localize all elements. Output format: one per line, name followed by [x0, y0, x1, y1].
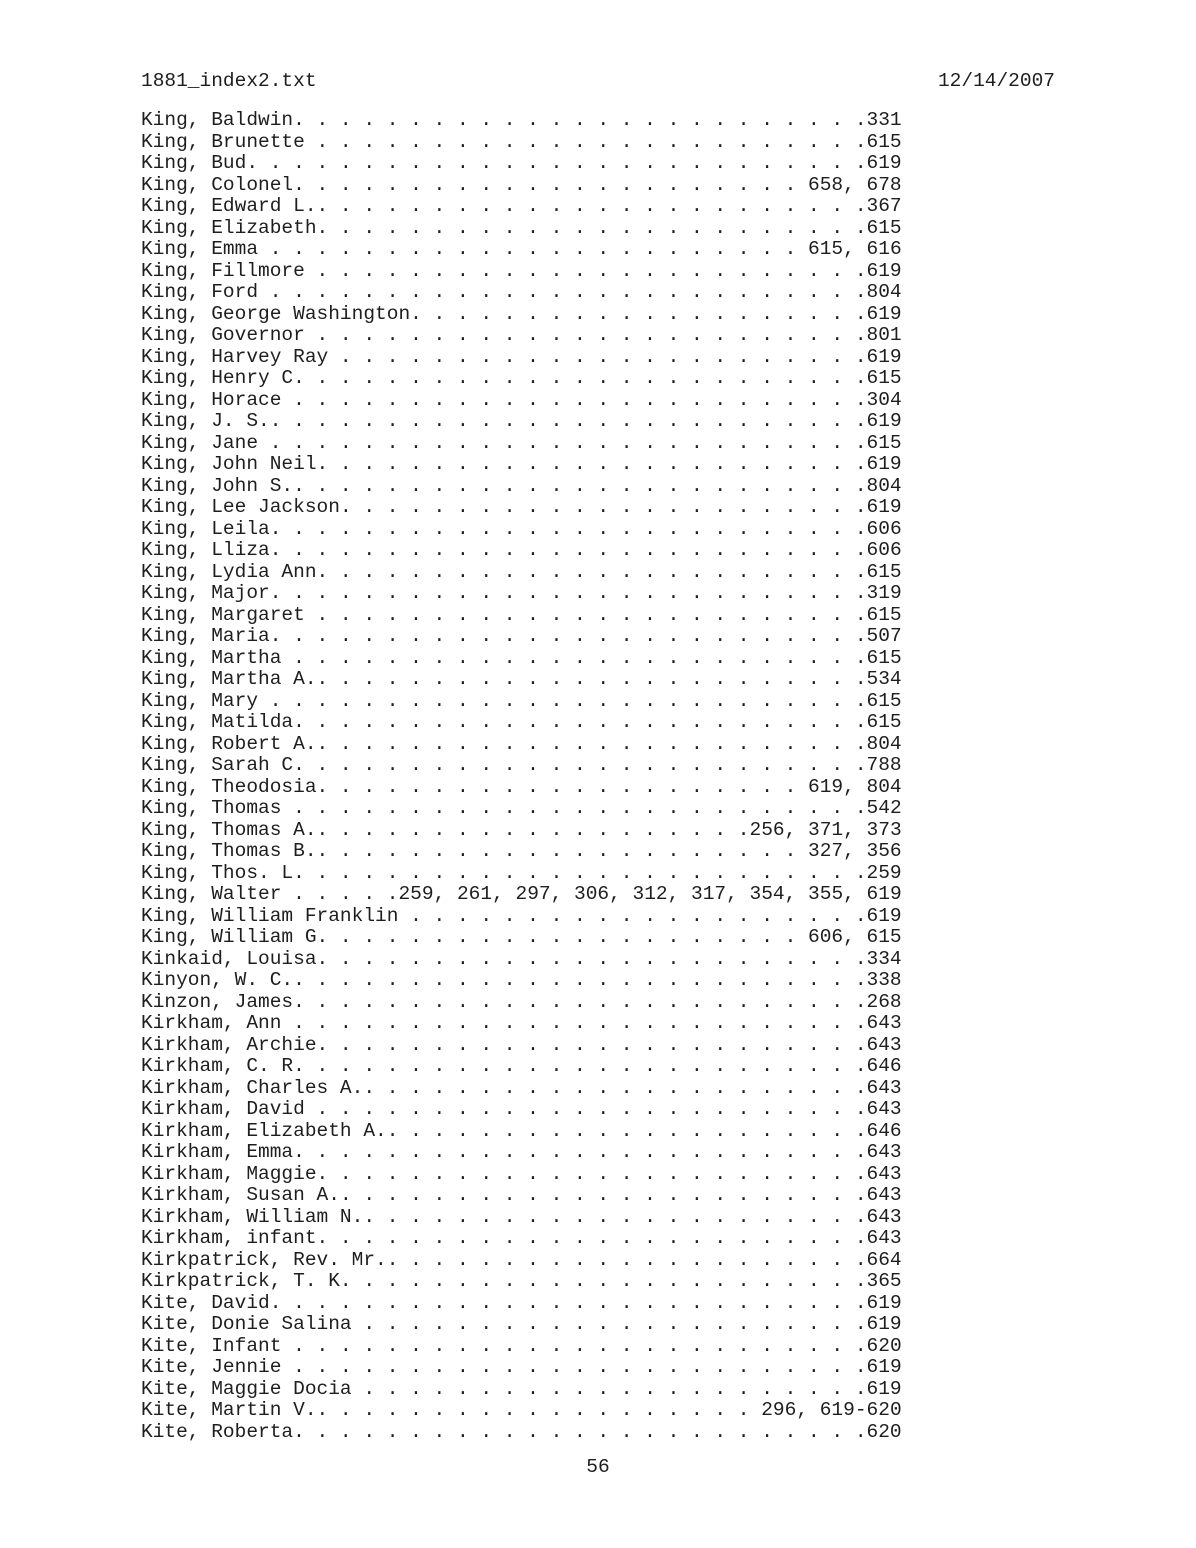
index-entry: [141, 970, 902, 992]
entry-name: King, Mary: [141, 689, 259, 712]
entry-pages: 542: [866, 797, 902, 819]
entry-pages: 256, 371, 373: [749, 818, 902, 841]
entry-pages: 658, 678: [808, 173, 902, 196]
dot-leader: . . . . . . . . . . . . . . . . . . . . . . . .: [316, 1162, 867, 1185]
entry-pages: 367: [866, 195, 902, 217]
entry-name: King, J. S.: [141, 410, 270, 432]
dot-leader: . . . . . . . . . . . . . . . . . . . . . .: [293, 173, 809, 196]
index-entry: [141, 1185, 902, 1207]
dot-leader: . . . . .: [281, 883, 399, 905]
index-entry: [141, 153, 902, 175]
entry-name: King, Elizabeth: [141, 216, 317, 239]
entry-name: Kirkham, Susan A.: [141, 1184, 340, 1206]
dot-leader: . . . . . . . . . . . . . . . . . . . . . .: [363, 1205, 867, 1228]
index-entry: [141, 712, 902, 734]
dot-leader: . . . . . . . . . . . . . . . . . . . . . . . .: [304, 259, 867, 282]
page-number: 56: [586, 1456, 610, 1478]
entry-name: Kinyon, W. C.: [141, 969, 294, 991]
dot-leader: . . . . . . . . . . . . . . . . . . . . . . .: [339, 496, 867, 518]
index-entry: [141, 196, 902, 218]
dot-leader: . . . . . . . . . . . . . . . . . . . . . . . . . .: [269, 1291, 867, 1314]
entry-name: King, Jane: [141, 431, 259, 454]
entry-pages: 619: [866, 345, 902, 368]
entry-pages: 259: [866, 861, 902, 884]
dot-leader: . . . . . . . . . . . . . . . . . . . . . . .: [328, 345, 867, 368]
index-entry: [141, 562, 902, 584]
entry-name: Kite, Infant: [141, 1334, 282, 1357]
entry-name: King, Henry C.: [141, 367, 305, 389]
entry-pages: 615: [866, 431, 902, 454]
dot-leader: . . . . . . . . . . . . . . . . . . . . . . . . . .: [269, 539, 867, 561]
dot-leader: . . . . . . . . . . . . . . . . . . . . . . . . . .: [258, 281, 867, 303]
dot-leader: . . . . . . . . . . . . . . . . . . . . . . . .: [304, 130, 867, 153]
index-entry: [141, 411, 902, 433]
entry-pages: 643: [866, 1098, 902, 1120]
entry-pages: 643: [866, 1141, 902, 1163]
entry-pages: 304: [866, 388, 902, 411]
dot-leader: . . . . . . . . . . . . . . . . . . . .: [328, 926, 809, 948]
dot-leader: . . . . . . . . . . . . . . . . . . . . . . .: [339, 1184, 867, 1206]
entry-pages: 619: [866, 1356, 902, 1378]
dot-leader: . . . . . . . . . . . . . . . . . . . . . . . .: [316, 947, 867, 970]
entry-name: King, Thomas: [141, 797, 282, 819]
entry-pages: 615: [866, 711, 902, 733]
index-entry: [141, 1314, 902, 1336]
index-entry: [141, 863, 902, 885]
index-entry: [141, 1336, 902, 1358]
index-entry: [141, 261, 902, 283]
dot-leader: . . . . . . . . . . . . . . . . . . . . . . . .: [304, 1098, 867, 1120]
index-entry: [141, 798, 902, 820]
dot-leader: . . . . . . . . . . . . . . . . . . . . . . . .: [316, 732, 867, 755]
entry-pages: 338: [866, 969, 902, 991]
entry-name: King, Ford: [141, 281, 259, 303]
dot-leader: . . . . . . . . . . . . . . . . . . . . . . . . .: [293, 1141, 867, 1163]
entry-pages: 643: [866, 1184, 902, 1206]
dot-leader: . . . . . . . . . . . . . . . . . . . . . . . . . .: [269, 410, 867, 432]
index-entry: [141, 1078, 902, 1100]
entry-pages: 664: [866, 1248, 902, 1271]
dot-leader: . . . . . . . . . . . . . . . . . . . . . . . .: [316, 195, 867, 217]
entry-name: King, Lydia Ann: [141, 560, 317, 583]
index-entry: [141, 347, 902, 369]
index-entry: [141, 1035, 902, 1057]
index-entry: [141, 1400, 902, 1422]
entry-name: King, Edward L.: [141, 195, 317, 217]
index-entry: [141, 583, 902, 605]
dot-leader: . . . . . . . . . . . . . . . . . . . . . . . . .: [281, 1012, 867, 1034]
index-entry: [141, 476, 902, 498]
entry-pages: 804: [866, 474, 902, 497]
entry-pages: 615: [866, 367, 902, 389]
entry-pages: 331: [866, 109, 902, 131]
dot-leader: . . . . . . . . . . . . . . . . . . . . . . .: [258, 238, 809, 260]
dot-leader: . . . . . . . . . . . . . . . . . . . . . . . . .: [293, 969, 867, 991]
entry-pages: 606: [866, 517, 902, 540]
entry-pages: 619: [866, 410, 902, 432]
entry-name: Kirkham, David: [141, 1098, 305, 1120]
index-entry: [141, 390, 902, 412]
entry-pages: 646: [866, 1119, 902, 1142]
dot-leader: . . . . . . . . . . . . . . . . . . . . . . . .: [316, 1033, 867, 1056]
index-entry: [141, 175, 902, 197]
index-entry: [141, 1250, 902, 1272]
entry-pages: 643: [866, 1162, 902, 1185]
index-entry: [141, 454, 902, 476]
entry-name: King, John Neil: [141, 453, 317, 475]
entry-pages: 620: [866, 1420, 902, 1443]
entry-pages: 646: [866, 1055, 902, 1077]
index-entry: [141, 1228, 902, 1250]
index-entry: [141, 1207, 902, 1229]
dot-leader: . . . . . . . . . . . . . . . . . . . . . . . .: [316, 453, 867, 475]
index-entry: [141, 755, 902, 777]
dot-leader: . . . . . . . . . . . . . . . . . . . . . . . . . .: [258, 689, 867, 712]
dot-leader: . . . . . . . . . . . . . . . . . . . . . . . . .: [281, 1356, 867, 1378]
index-entry: [141, 949, 902, 971]
dot-leader: . . . . . . . . . . . . . . . . . . .: [316, 818, 750, 841]
entry-name: King, Horace: [141, 388, 282, 411]
file-name: 1881_index2.txt: [141, 70, 317, 92]
entry-name: Kirkham, Elizabeth A.: [141, 1119, 387, 1142]
dot-leader: . . . . . . . . . . . . . . . . . . . . . . . .: [304, 603, 867, 626]
dot-leader: . . . . . . . . . . . . . . . . . . . .: [410, 302, 867, 325]
entry-name: King, Lliza: [141, 539, 270, 561]
entry-name: Kirkham, Charles A.: [141, 1076, 364, 1099]
index-entry: [141, 1271, 902, 1293]
entry-pages: 268: [866, 990, 902, 1013]
entry-pages: 801: [866, 324, 902, 346]
index-entry: [141, 1142, 902, 1164]
entry-pages: 620: [866, 1334, 902, 1357]
entry-pages: 615: [866, 216, 902, 239]
entry-name: King, Robert A.: [141, 732, 317, 755]
index-entry: [141, 540, 902, 562]
index-entry: [141, 497, 902, 519]
index-entry: [141, 906, 902, 928]
entry-pages: 365: [866, 1270, 902, 1292]
entry-pages: 327, 356: [808, 840, 902, 862]
entry-name: Kirkpatrick, Rev. Mr.: [141, 1248, 387, 1271]
entry-name: King, Lee Jackson: [141, 496, 340, 518]
entry-pages: 804: [866, 732, 902, 755]
entry-name: King, Baldwin: [141, 109, 294, 131]
index-entry: [141, 820, 902, 842]
entry-name: King, William Franklin: [141, 904, 399, 927]
index-entry: [141, 239, 902, 261]
index-entry: [141, 1293, 902, 1315]
entry-pages: 319: [866, 582, 902, 604]
index-entry: [141, 1164, 902, 1186]
entry-pages: 615: [866, 689, 902, 712]
entry-name: King, Major: [141, 582, 270, 604]
entry-pages: 643: [866, 1227, 902, 1249]
entry-pages: 804: [866, 281, 902, 303]
entry-name: Kite, Maggie Docia: [141, 1377, 352, 1400]
index-list: [141, 110, 902, 1443]
entry-pages: 615, 616: [808, 238, 902, 260]
entry-name: King, Colonel: [141, 173, 294, 196]
entry-pages: 615: [866, 560, 902, 583]
entry-pages: 334: [866, 947, 902, 970]
entry-pages: 259, 261, 297, 306, 312, 317, 354, 355, 619: [398, 883, 902, 905]
entry-name: King, Matilda: [141, 711, 294, 733]
index-entry: [141, 304, 902, 326]
dot-leader: . . . . . . . . . . . . . . . . . . . . . . . . .: [293, 1420, 867, 1443]
entry-name: Kirkham, Archie: [141, 1033, 317, 1056]
entry-pages: 643: [866, 1033, 902, 1056]
entry-name: King, Bud: [141, 152, 247, 174]
entry-name: King, Martha: [141, 646, 282, 669]
dot-leader: . . . . . . . . . . . . . . . . . . . . .: [316, 775, 809, 798]
dot-leader: . . . . . . . . . . . . . . . . . . . . . . . .: [304, 861, 867, 884]
index-entry: [141, 992, 902, 1014]
entry-pages: 606: [866, 539, 902, 561]
index-entry: [141, 734, 902, 756]
entry-pages: 615: [866, 646, 902, 669]
dot-leader: . . . . . . . . . . . . . . . . . . . . . . . . . .: [258, 431, 867, 454]
index-entry: [141, 519, 902, 541]
entry-name: King, Brunette: [141, 130, 305, 153]
dot-leader: . . . . . . . . . . . . . . . . . . . . . . . . . . .: [246, 152, 867, 174]
dot-leader: . . . . . . . . . . . . . . . . . . . . . . . . .: [281, 388, 867, 411]
entry-name: Kite, Donie Salina: [141, 1313, 352, 1335]
dot-leader: . . . . . . . . . . . . . . . . . . . .: [398, 904, 867, 927]
dot-leader: . . . . . . . . . . . . . . . . . . . . . .: [351, 1313, 867, 1335]
entry-pages: 619: [866, 453, 902, 475]
document-header: [141, 71, 1055, 93]
entry-name: Kirkham, Emma: [141, 1141, 294, 1163]
dot-leader: . . . . . . . . . . . . . . . . . . . . . . . . .: [293, 711, 867, 733]
entry-name: King, Leila: [141, 517, 270, 540]
entry-name: Kirkpatrick, T. K.: [141, 1270, 352, 1292]
index-entry: [141, 1379, 902, 1401]
entry-pages: 619: [866, 904, 902, 927]
entry-name: King, Theodosia: [141, 775, 317, 798]
entry-pages: 619, 804: [808, 775, 902, 798]
index-entry: [141, 110, 902, 132]
dot-leader: . . . . . . . . . . . . . . . . . . . . . . . .: [316, 1227, 867, 1249]
entry-pages: 619: [866, 259, 902, 282]
dot-leader: . . . . . . . . . . . . . . . . . . . . . .: [351, 1377, 867, 1400]
index-entry: [141, 433, 902, 455]
entry-pages: 507: [866, 625, 902, 647]
dot-leader: . . . . . . . . . . . . . . . . . . . . . .: [351, 1270, 867, 1292]
dot-leader: . . . . . . . . . . . . . . . . . . . . . . . . .: [281, 797, 867, 819]
dot-leader: . . . . . . . . . . . . . . . . . . . . . . . .: [304, 324, 867, 346]
dot-leader: . . . . . . . . . . . . . . . . . . . . . . . . . .: [269, 582, 867, 604]
dot-leader: . . . . . . . . . . . . . . . . . . . . . .: [363, 1076, 867, 1099]
dot-leader: . . . . . . . . . . . . . . . . . . . . . . . . .: [281, 1334, 867, 1357]
entry-name: Kirkham, William N.: [141, 1205, 364, 1228]
dot-leader: . . . . . . . . . . . . . . . . . . . . . . . . . .: [269, 517, 867, 540]
index-entry: [141, 282, 902, 304]
entry-pages: 296, 619-620: [761, 1399, 902, 1421]
entry-name: King, Thomas A.: [141, 818, 317, 841]
entry-pages: 788: [866, 754, 902, 776]
entry-name: Kite, Martin V.: [141, 1399, 317, 1421]
dot-leader: . . . . . . . . . . . . . . . . . . . . . . . . .: [293, 474, 867, 497]
dot-leader: . . . . . . . . . . . . . . . . . . . . . . . .: [316, 668, 867, 690]
index-entry: [141, 777, 902, 799]
entry-name: King, William G.: [141, 926, 329, 948]
index-entry: [141, 1056, 902, 1078]
index-entry: [141, 325, 902, 347]
index-entry: [141, 626, 902, 648]
entry-name: Kite, David: [141, 1291, 270, 1314]
entry-name: King, Harvey Ray: [141, 345, 329, 368]
entry-name: Kinzon, James: [141, 990, 294, 1013]
entry-pages: 619: [866, 1377, 902, 1400]
entry-name: King, Sarah C.: [141, 754, 305, 776]
dot-leader: . . . . . . . . . . . . . . . . . . . . .: [386, 1248, 867, 1271]
index-entry: [141, 669, 902, 691]
dot-leader: . . . . . . . . . . . . . . . . . . . . . . . .: [304, 754, 867, 776]
entry-name: Kinkaid, Louisa: [141, 947, 317, 970]
index-entry: [141, 927, 902, 949]
index-entry: [141, 605, 902, 627]
entry-name: King, George Washington: [141, 302, 411, 325]
entry-name: Kirkham, C. R.: [141, 1055, 305, 1077]
entry-pages: 615: [866, 130, 902, 153]
entry-name: Kirkham, Maggie: [141, 1162, 317, 1185]
index-entry: [141, 1422, 902, 1444]
dot-leader: . . . . . . . . . . . . . . . . . . . . . . . .: [316, 216, 867, 239]
entry-name: King, Thomas B.: [141, 840, 317, 862]
entry-pages: 619: [866, 1313, 902, 1335]
entry-pages: 619: [866, 302, 902, 325]
index-entry: [141, 1013, 902, 1035]
index-entry: [141, 648, 902, 670]
entry-pages: 615: [866, 603, 902, 626]
index-entry: [141, 841, 902, 863]
entry-pages: 619: [866, 496, 902, 518]
index-entry: [141, 368, 902, 390]
entry-name: Kite, Roberta: [141, 1420, 294, 1443]
entry-name: King, Emma: [141, 238, 259, 260]
print-date: 12/14/2007: [937, 70, 1055, 92]
entry-name: King, Walter: [141, 883, 282, 905]
index-entry: [141, 218, 902, 240]
index-entry: [141, 1099, 902, 1121]
dot-leader: . . . . . . . . . . . . . . . . . . . . . . . .: [304, 367, 867, 389]
dot-leader: . . . . . . . . . . . . . . . . . . . . . . . . . .: [269, 625, 867, 647]
entry-pages: 643: [866, 1076, 902, 1099]
entry-name: Kite, Jennie: [141, 1356, 282, 1378]
entry-pages: 643: [866, 1205, 902, 1228]
entry-name: King, Martha A.: [141, 668, 317, 690]
entry-name: King, Governor: [141, 324, 305, 346]
entry-name: King, Fillmore: [141, 259, 305, 282]
entry-pages: 643: [866, 1012, 902, 1034]
index-entry: [141, 884, 902, 906]
dot-leader: . . . . . . . . . . . . . . . . . . . . .: [316, 840, 809, 862]
entry-pages: 534: [866, 668, 902, 690]
dot-leader: . . . . . . . . . . . . . . . . . . . . . . . . .: [281, 646, 867, 669]
entry-pages: 619: [866, 1291, 902, 1314]
index-entry: [141, 691, 902, 713]
index-entry: [141, 1121, 902, 1143]
entry-name: King, Maria: [141, 625, 270, 647]
dot-leader: . . . . . . . . . . . . . . . . . . . . .: [386, 1119, 867, 1142]
dot-leader: . . . . . . . . . . . . . . . . . . . . . . . .: [316, 560, 867, 583]
entry-name: King, Thos. L.: [141, 861, 305, 884]
entry-name: Kirkham, infant: [141, 1227, 317, 1249]
index-entry: [141, 1357, 902, 1379]
entry-pages: 619: [866, 152, 902, 174]
entry-name: Kirkham, Ann: [141, 1012, 282, 1034]
index-entry: [141, 132, 902, 154]
dot-leader: . . . . . . . . . . . . . . . . . . . . . . . . .: [293, 109, 867, 131]
entry-name: King, John S.: [141, 474, 294, 497]
dot-leader: . . . . . . . . . . . . . . . . . . . . . . . .: [304, 1055, 867, 1077]
entry-pages: 606, 615: [808, 926, 902, 948]
dot-leader: . . . . . . . . . . . . . . . . . . .: [316, 1399, 762, 1421]
entry-name: King, Margaret: [141, 603, 305, 626]
dot-leader: . . . . . . . . . . . . . . . . . . . . . . . . .: [293, 990, 867, 1013]
